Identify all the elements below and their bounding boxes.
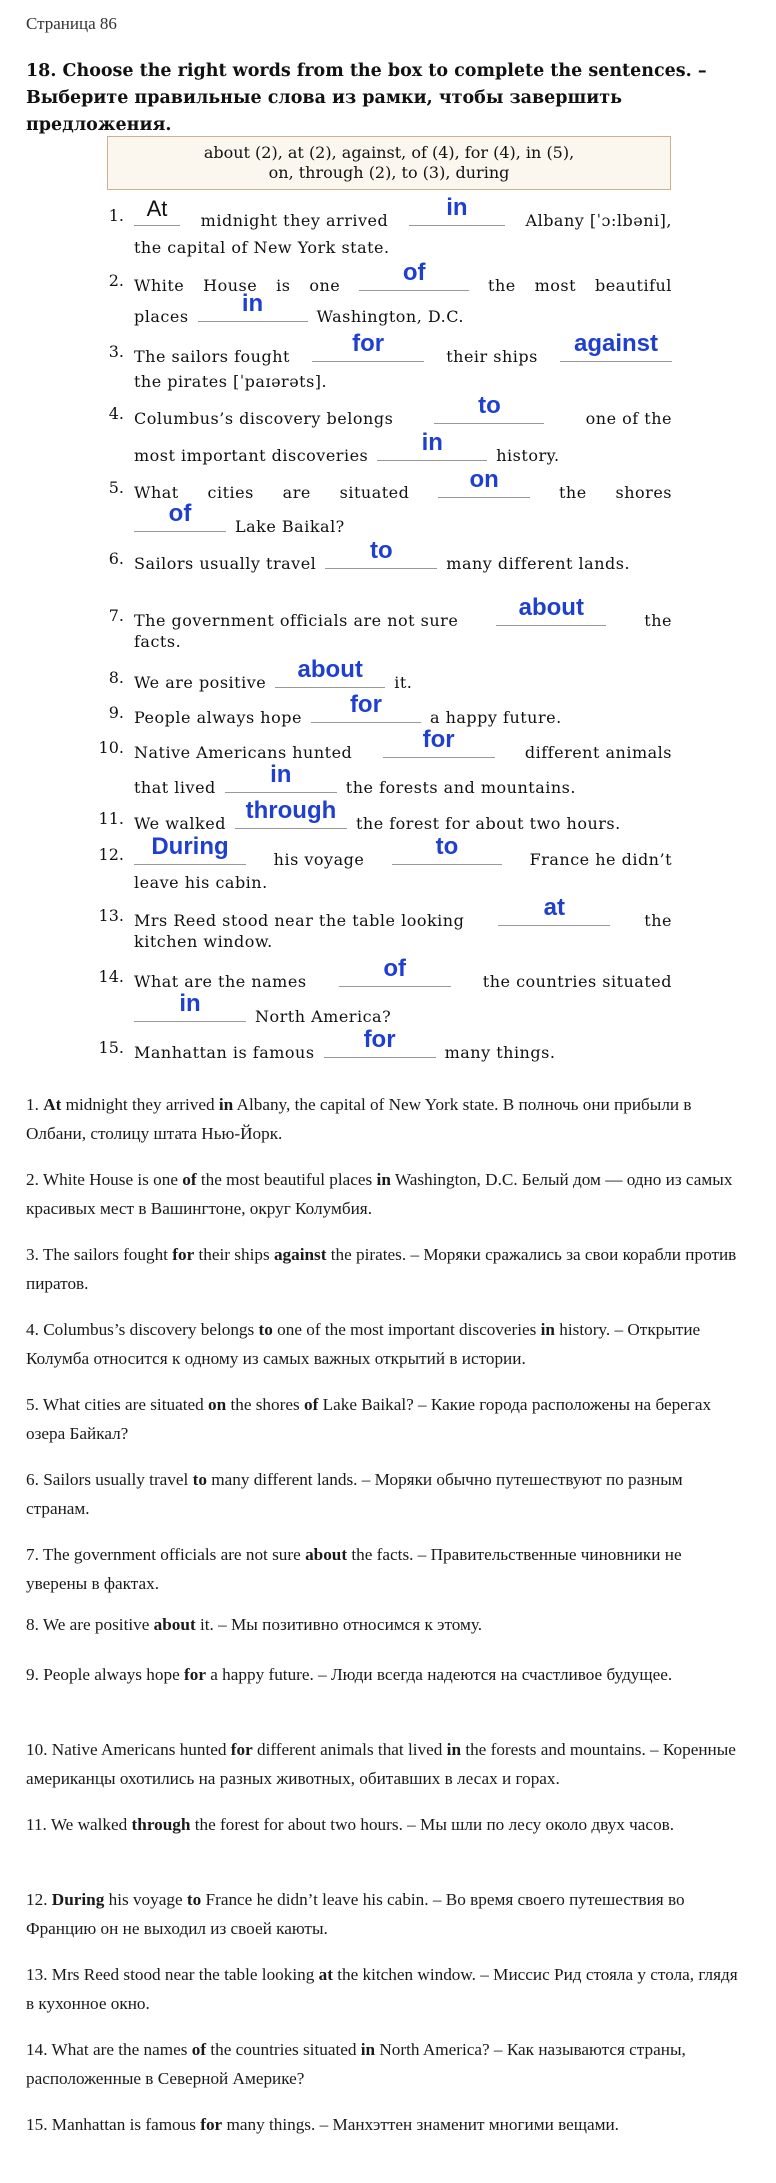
answer-text: in xyxy=(421,429,443,456)
answer-blank xyxy=(560,330,672,362)
answer-blank xyxy=(434,392,544,424)
answer-blank xyxy=(235,797,347,829)
answer-blank xyxy=(311,691,421,723)
answer-blank xyxy=(134,833,246,865)
sentence-text: their ships xyxy=(446,347,538,366)
answer-text: of xyxy=(402,259,426,286)
sentence-line xyxy=(134,466,672,502)
sentence-text: one xyxy=(309,276,341,295)
sentence-line xyxy=(134,500,672,536)
sentence-text: situated xyxy=(339,483,410,502)
sentence-text: the xyxy=(488,276,516,295)
sentence-text: the xyxy=(644,911,672,930)
sentence-text: People always hope xyxy=(134,708,302,727)
answer-blank xyxy=(134,196,180,226)
sentence-text: the xyxy=(559,483,587,502)
sentence-text: What are the names xyxy=(134,972,307,991)
sentence-line xyxy=(134,290,672,326)
translation-paragraph: 13. Mrs Reed stood near the table looking at the kitchen window. – Миссис Рид стояла у стола, глядя в кухонное окно. xyxy=(26,1965,738,2013)
sentence-text: the forest for about two hours. xyxy=(355,814,621,833)
sentence-text: is xyxy=(276,276,291,295)
answer-blank xyxy=(225,761,337,793)
answer-text: in xyxy=(446,194,468,221)
answer-blank xyxy=(325,537,437,569)
exercise-number: 15. xyxy=(98,1038,124,1057)
exercise-number: 14. xyxy=(98,967,124,986)
answer-blank xyxy=(134,500,226,532)
sentence-text: The government officials are not sure xyxy=(134,611,459,630)
answer-blank xyxy=(134,990,246,1022)
answer-blank xyxy=(496,594,606,626)
sentence-line xyxy=(134,392,672,428)
answer-text: against xyxy=(573,330,659,357)
answer-text: in xyxy=(241,290,264,317)
sentence-text: most important discoveries xyxy=(134,446,369,465)
answer-text: in xyxy=(179,990,201,1017)
sentence-text: his voyage xyxy=(273,850,365,869)
answer-blank xyxy=(198,290,308,322)
exercise-number: 10. xyxy=(98,738,124,757)
answer-blank xyxy=(438,466,530,498)
answer-blank xyxy=(498,894,610,926)
answer-blank xyxy=(324,1026,436,1058)
sentence-line xyxy=(134,1026,672,1062)
word-box-line: about (2), at (2), against, of (4), for (4), in (5), xyxy=(203,143,575,162)
translation-paragraph: 9. People always hope for a happy future. – Люди всегда надеются на счастливое будущее. xyxy=(26,1665,673,1684)
translation-paragraph: 4. Columbus’s discovery belongs to one of the most important discoveries in history. – Открытие Колумба относится к одному из самых важных открытий в истории. xyxy=(26,1320,701,1368)
sentence-text: the capital of New York state. xyxy=(134,238,390,257)
sentence-text: Manhattan is famous xyxy=(134,1043,315,1062)
translation-paragraph: 15. Manhattan is famous for many things. – Манхэттен знаменит многими вещами. xyxy=(26,2115,619,2134)
translation-paragraph: 14. What are the names of the countries situated in North America? – Как называются страны, расположенные в Северной Америке? xyxy=(26,2040,686,2088)
sentence-text: Native Americans hunted xyxy=(134,743,353,762)
heading-english: 18. Choose the right words from the box to complete the sentences. – xyxy=(26,61,707,81)
sentence-text: beautiful xyxy=(594,276,672,295)
exercise-number: 5. xyxy=(108,478,124,497)
sentence-text: a happy future. xyxy=(429,708,562,727)
sentence-text: White xyxy=(134,276,185,295)
answer-text: for xyxy=(352,330,385,357)
sentence-text: leave his cabin. xyxy=(134,873,268,892)
answer-text: At xyxy=(146,196,168,221)
exercise-number: 7. xyxy=(108,606,124,625)
sentence-text: different animals xyxy=(524,743,672,762)
answer-blank xyxy=(377,429,487,461)
answer-text: about xyxy=(297,656,363,683)
answer-text: to xyxy=(435,833,459,860)
answer-text: of xyxy=(168,500,192,527)
answer-text: about xyxy=(518,594,584,621)
sentence-text: House xyxy=(203,276,258,295)
exercise-number: 12. xyxy=(98,845,124,864)
answer-text: of xyxy=(383,955,406,982)
word-box-line: on, through (2), to (3), during xyxy=(268,163,510,182)
sentence-text: Sailors usually travel xyxy=(134,554,317,573)
sentence-text: history. xyxy=(496,446,560,465)
sentence-line xyxy=(134,429,672,465)
sentence-text: places xyxy=(134,307,189,326)
answer-text: at xyxy=(543,894,565,921)
answer-blank xyxy=(359,259,469,291)
sentence-text: France he didn’t xyxy=(529,850,672,869)
sentence-text: many things. xyxy=(444,1043,556,1062)
answer-text: in xyxy=(270,761,292,788)
translation-paragraph: 8. We are positive about it. – Мы позитивно относимся к этому. xyxy=(26,1615,483,1634)
translation-paragraph: 7. The government officials are not sure about the facts. – Правительственные чиновники не уверены в фактах. xyxy=(26,1545,682,1593)
sentence-text: midnight they arrived xyxy=(200,211,389,230)
sentence-text: cities xyxy=(207,483,254,502)
translation-paragraph: 10. Native Americans hunted for different animals that lived in the forests and mountains. – Коренные американцы охотились на разных животных, обитавших в лесах и горах. xyxy=(26,1740,736,1788)
sentence-line xyxy=(134,537,672,573)
sentence-line xyxy=(134,594,672,630)
sentence-text: the xyxy=(644,611,672,630)
sentence-text: one of the xyxy=(585,409,672,428)
sentence-line xyxy=(134,797,672,833)
sentence-text: facts. xyxy=(134,632,182,651)
answer-blank xyxy=(392,833,502,865)
sentence-line xyxy=(134,632,672,651)
sentence-line xyxy=(134,932,672,951)
answer-text: through xyxy=(245,797,337,824)
translation-paragraph: 5. What cities are situated on the shores of Lake Baikal? – Какие города расположены на берегах озера Байкал? xyxy=(26,1395,712,1443)
sentence-text: Lake Baikal? xyxy=(235,517,345,536)
sentence-text: that lived xyxy=(134,778,216,797)
exercise-number: 4. xyxy=(108,404,124,423)
sentence-line xyxy=(134,194,672,230)
word-box xyxy=(107,136,671,190)
translation-paragraph: 6. Sailors usually travel to many different lands. – Моряки обычно путешествуют по разным странам. xyxy=(26,1470,683,1518)
answer-text: on xyxy=(469,466,499,493)
sentence-line xyxy=(134,833,672,869)
answer-blank xyxy=(312,330,424,362)
exercise-number: 11. xyxy=(98,809,124,828)
exercise-number: 13. xyxy=(98,906,124,925)
sentence-line xyxy=(134,691,672,727)
sentence-text: We are positive xyxy=(134,673,267,692)
heading-russian: Выберите правильные слова из рамки, чтобы завершить предложения. xyxy=(26,88,622,135)
sentence-line xyxy=(134,330,672,366)
answer-blank xyxy=(275,656,385,688)
page-number-label: Страница 86 xyxy=(26,14,117,33)
sentence-text: North America? xyxy=(255,1007,392,1026)
sentence-text: We walked xyxy=(134,814,226,833)
sentence-text: Mrs Reed stood near the table looking xyxy=(134,911,465,930)
sentence-text: are xyxy=(282,483,311,502)
translation-paragraph: 1. At midnight they arrived in Albany, the capital of New York state. В полночь они прибыли в Олбани, столицу штата Нью-Йорк. xyxy=(26,1095,692,1143)
exercise-number: 9. xyxy=(108,703,124,722)
answer-text: for xyxy=(363,1026,396,1053)
sentence-line xyxy=(134,761,672,797)
answer-text: During xyxy=(151,833,229,860)
exercise-number: 8. xyxy=(108,668,124,687)
sentence-text: most xyxy=(534,276,577,295)
answer-text: for xyxy=(349,691,382,718)
sentence-line xyxy=(134,656,672,692)
sentence-text: it. xyxy=(394,673,413,692)
answer-text: to xyxy=(369,537,393,564)
exercise-number: 6. xyxy=(108,549,124,568)
sentence-line xyxy=(134,726,672,762)
sentence-text: Washington, D.C. xyxy=(316,307,464,326)
sentence-line xyxy=(134,873,672,892)
translation-paragraph: 2. White House is one of the most beautiful places in Washington, D.C. Белый дом — одно из самых красивых мест в Вашингтоне, округ Колумбия. xyxy=(26,1170,733,1218)
sentence-text: the pirates [ˈpaɪərəts]. xyxy=(134,372,328,391)
sentence-line xyxy=(134,894,672,930)
sentence-text: the countries situated xyxy=(482,972,672,991)
exercise-number: 1. xyxy=(108,206,124,225)
sentence-line xyxy=(134,372,672,391)
answer-blank xyxy=(339,955,451,987)
sentence-line xyxy=(134,238,672,257)
sentence-line xyxy=(134,955,672,991)
sentence-text: The sailors fought xyxy=(134,347,290,366)
answer-text: to xyxy=(478,392,501,419)
answer-blank xyxy=(383,726,495,758)
sentence-text: Albany [ˈɔ:lbəni], xyxy=(525,211,672,230)
exercise-heading xyxy=(26,58,756,139)
sentence-text: kitchen window. xyxy=(134,932,273,951)
sentence-text: What xyxy=(134,483,179,502)
sentence-text: the forests and mountains. xyxy=(345,778,576,797)
answer-blank xyxy=(409,194,505,226)
translation-paragraph: 12. During his voyage to France he didn’t leave his cabin. – Во время своего путешествия во Францию он не выходил из своей каюты. xyxy=(26,1890,685,1938)
sentence-text: shores xyxy=(615,483,672,502)
exercise-number: 3. xyxy=(108,342,124,361)
sentence-line xyxy=(134,990,672,1026)
translation-paragraph: 11. We walked through the forest for about two hours. – Мы шли по лесу около двух часов. xyxy=(26,1815,675,1834)
sentence-text: Columbus’s discovery belongs xyxy=(134,409,394,428)
answer-text: for xyxy=(422,726,455,753)
sentence-text: many different lands. xyxy=(446,554,631,573)
translation-paragraph: 3. The sailors fought for their ships against the pirates. – Моряки сражались за свои корабли против пиратов. xyxy=(26,1245,737,1293)
exercise-number: 2. xyxy=(108,271,124,290)
